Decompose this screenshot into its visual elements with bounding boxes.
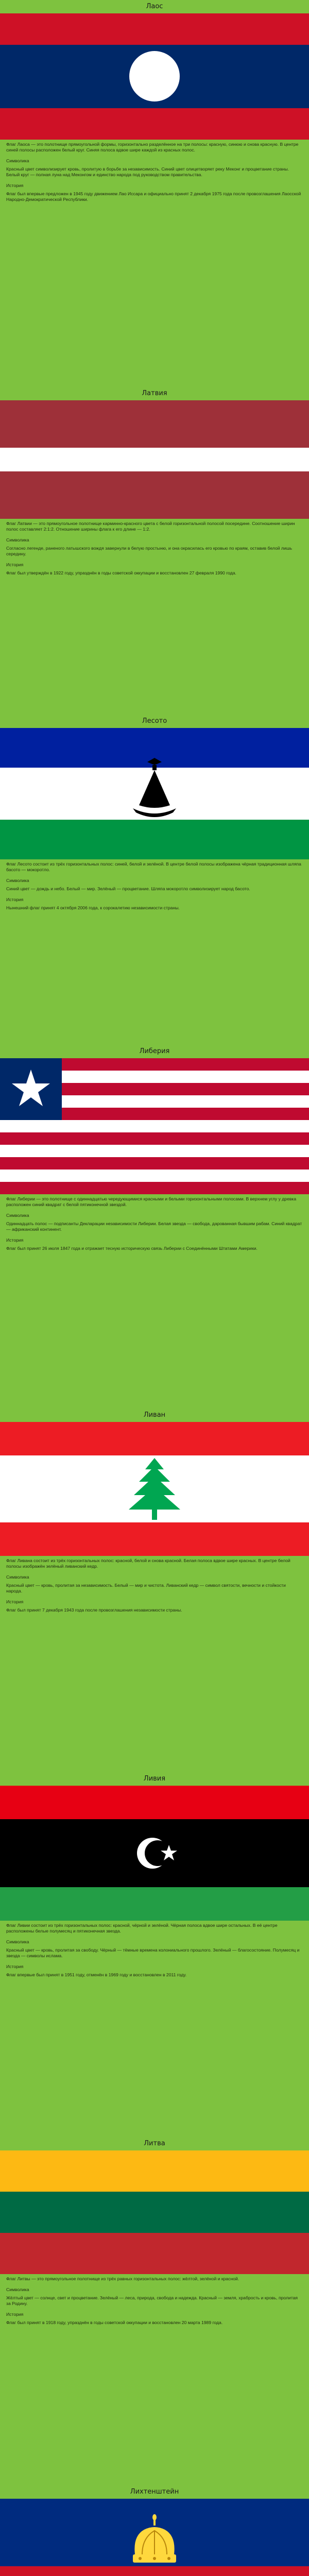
- flag-lesotho: [0, 728, 309, 859]
- paragraph: Флаг Ливии состоит из трёх горизонтальных полос: красной, чёрной и зелёной. Чёрная полоса вдвое шире остальных. В её центре расположены белые полумесяц и пятиконечная звезда.: [6, 1923, 278, 1934]
- flag-lebanon: [0, 1422, 309, 1556]
- country-text: [0, 1194, 309, 1411]
- country-section-lebanon: [0, 1409, 309, 1774]
- paragraph: Флаг Лаоса — это полотнище прямоугольной формы, горизонтально разделённое на три полосы: красную, синюю и снова красную. В центре синей полосы расположен белый круг. Синяя полоса вдвое шире каждой из красных полос.: [6, 142, 299, 152]
- moon-circle-icon: [0, 13, 309, 140]
- country-title: Ливия: [143, 1775, 166, 1783]
- paragraph: Красный цвет — кровь, пролитая за свободу. Чёрный — тёмные времена колониального прошлого. Зелёный — благосостояние. Полумесяц и звезда — символы ислама.: [6, 1947, 300, 1958]
- section-heading: Символика: [6, 1574, 29, 1580]
- paragraph: Жёлтый цвет — солнце, свет и процветание. Зелёный — леса, природа, свобода и надежда. Красный — земля, храбрость и кровь, пролитая за Родину.: [6, 2295, 298, 2306]
- country-title: Ливан: [143, 1411, 166, 1419]
- flag-liberia: [0, 1058, 309, 1194]
- country-section-libya: [0, 1772, 309, 2139]
- paragraph: Флаг был принят 7 декабря 1943 года после провозглашения независимости страны.: [6, 1607, 182, 1613]
- country-section-latvia: [0, 387, 309, 717]
- crescent-star-icon: [0, 1786, 309, 1921]
- country-section-lithuania: [0, 2137, 309, 2487]
- country-title: Лесото: [142, 717, 167, 725]
- country-section-liberia: [0, 1045, 309, 1411]
- country-title: Лаос: [146, 3, 163, 10]
- section-heading: Символика: [6, 1213, 29, 1218]
- section-heading: Символика: [6, 878, 29, 883]
- country-text: [0, 859, 309, 1047]
- section-heading: История: [6, 2312, 24, 2317]
- flag-liechtenstein: [0, 2499, 309, 2576]
- flag-libya: [0, 1786, 309, 1921]
- cedar-tree-icon: [0, 1422, 309, 1556]
- paragraph: Красный цвет — кровь, пролитая за независимость. Белый — мир и чистота. Ливанский кедр — символ святости, вечности и стойкости народа.: [6, 1583, 286, 1594]
- paragraph: Флаг был впервые предложен в 1945 году движением Лао Иссара и официально принят 2 декабря 1975 года после провозглашения Лаосской Народно-Демократической Республики.: [6, 191, 301, 202]
- paragraph: Синий цвет — дождь и небо. Белый — мир. Зелёный — процветание. Шляпа мокоротло символизирует народ басото.: [6, 886, 250, 891]
- country-text: [0, 2274, 309, 2487]
- country-section-liechtenstein: [0, 2485, 309, 2576]
- country-section-laos: [0, 0, 309, 389]
- paragraph: Красный цвет символизирует кровь, пролитую в борьбе за независимость. Синий цвет олицетворяет реку Меконг и процветание страны. Белый круг — полная луна над Меконгом и единство народа под руководством правительства.: [6, 166, 289, 177]
- paragraph: Флаг был принят в 1918 году, упразднён в годы советской оккупации и восстановлен 20 марта 1989 года.: [6, 2320, 223, 2325]
- paragraph: Флаг впервые был принят в 1951 году, отменён в 1969 году и восстановлен в 2011 году.: [6, 1972, 187, 1977]
- crown-icon: [0, 2499, 309, 2576]
- paragraph: Согласно легенде, раненого латышского вождя завернули в белую простыню, и она окрасилась его кровью по краям, оставив белой лишь середину.: [6, 546, 293, 556]
- paragraph: Флаг Ливана состоит из трёх горизонтальных полос: красной, белой и снова красной. Белая полоса вдвое шире красных. В центре белой полосы изображён зелёный ливанский кедр.: [6, 1558, 290, 1569]
- country-title: Либерия: [139, 1047, 170, 1055]
- section-heading: История: [6, 1599, 24, 1604]
- country-text: [0, 1921, 309, 2139]
- paragraph: Флаг был утверждён в 1922 году, упразднён в годы советской оккупации и восстановлен 27 февраля 1990 года.: [6, 570, 236, 575]
- section-heading: История: [6, 1238, 24, 1243]
- paragraph: Флаг Либерии — это полотнище с одиннадцатью чередующимися красными и белыми горизонтальными полосами. В верхнем углу у древка расположен синий квадрат с белой пятиконечной звездой.: [6, 1196, 297, 1207]
- country-title: Литва: [144, 2140, 165, 2147]
- country-title: Лихтенштейн: [130, 2488, 179, 2496]
- country-text: [0, 519, 309, 717]
- section-heading: Символика: [6, 1939, 29, 1944]
- flag-lithuania: [0, 2150, 309, 2274]
- country-text: [0, 140, 309, 389]
- paragraph: Флаг Латвии — это прямоугольное полотнище карминно-красного цвета с белой горизонтальной полосой посередине. Соотношение ширин полос составляет 2:1:2. Отношение ширины флага к его длине — 1:2.: [6, 521, 295, 532]
- star-icon: [0, 1058, 62, 1120]
- section-heading: История: [6, 1964, 24, 1969]
- flag-laos: [0, 13, 309, 140]
- paragraph: Нынешний флаг принят 4 октября 2006 года, к сорокалетию независимости страны.: [6, 905, 180, 910]
- paragraph: Флаг Лесото состоит из трёх горизонтальных полос: синей, белой и зелёной. В центре белой полосы изображена чёрная традиционная шляпа басото — мокоротло.: [6, 861, 301, 872]
- section-heading: Символика: [6, 537, 29, 543]
- country-text: [0, 1556, 309, 1774]
- flag-latvia: [0, 400, 309, 519]
- section-heading: История: [6, 562, 24, 567]
- section-heading: История: [6, 183, 24, 188]
- section-heading: История: [6, 897, 24, 902]
- mokorotlo-hat-icon: [0, 728, 309, 859]
- paragraph: Флаг был принят 26 июля 1847 года и отражает тесную историческую связь Либерии с Соединёнными Штатами Америки.: [6, 1246, 258, 1251]
- paragraph: Флаг Литвы — это прямоугольное полотнище из трёх равных горизонтальных полос: жёлтой, зелёной и красной.: [6, 2276, 239, 2281]
- section-heading: Символика: [6, 2287, 29, 2292]
- country-title: Латвия: [142, 389, 167, 397]
- paragraph: Одиннадцать полос — подписанты Декларации независимости Либерии. Белая звезда — свобода, дарованная бывшим рабам. Синий квадрат — африканский континент.: [6, 1221, 302, 1232]
- country-section-lesotho: [0, 715, 309, 1047]
- section-heading: Символика: [6, 158, 29, 163]
